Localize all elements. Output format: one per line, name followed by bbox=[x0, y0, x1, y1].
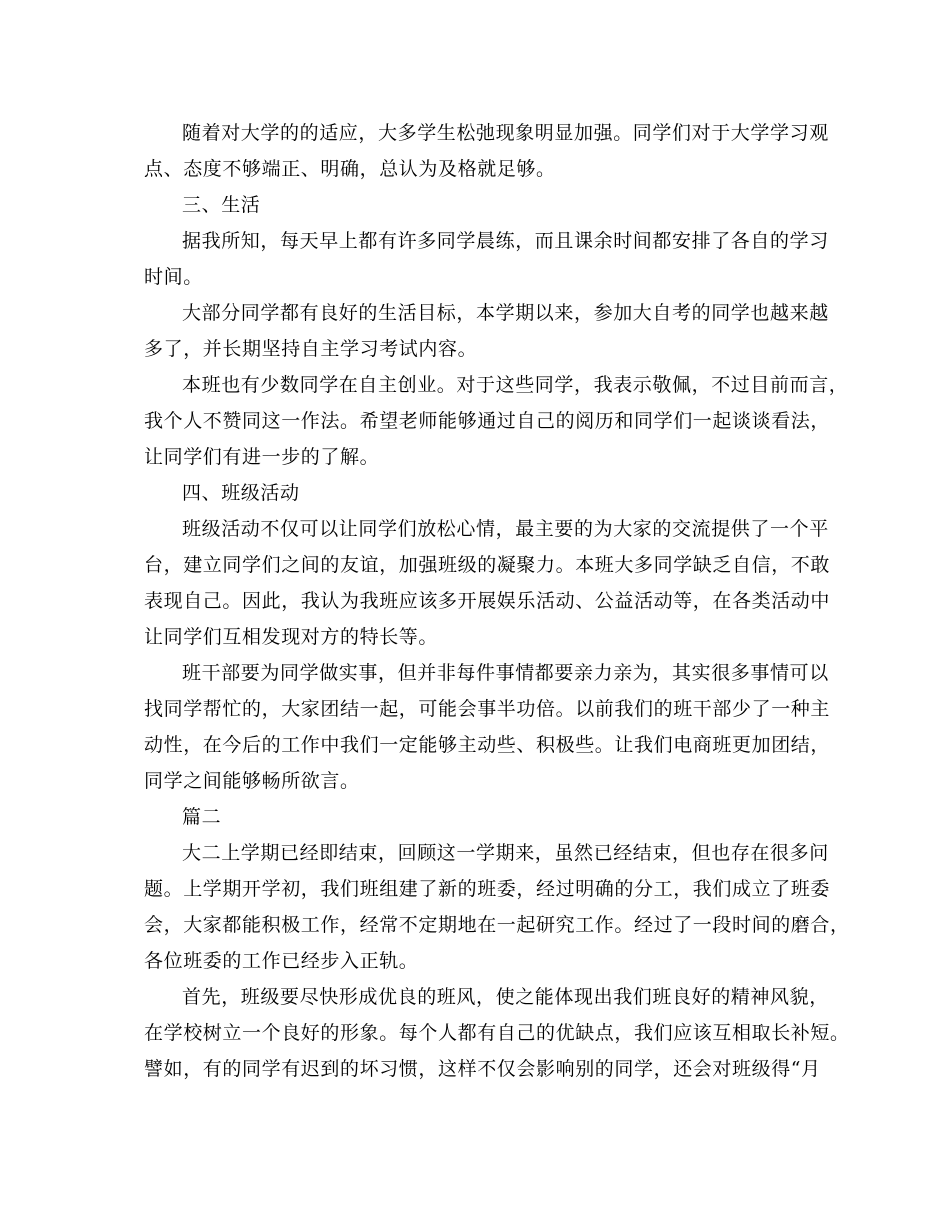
body-text-line: 让同学们互相发现对方的特长等。 bbox=[144, 626, 439, 648]
body-text-line: 动性，在今后的工作中我们一定能够主动些、积极些。让我们电商班更加团结， bbox=[144, 734, 831, 756]
body-text-line: 时间。 bbox=[144, 266, 203, 288]
body-text-line: 台，建立同学们之间的友谊，加强班级的凝聚力。本班大多同学缺乏自信，不敢 bbox=[144, 554, 831, 576]
body-text-line: 点、态度不够端正、明确，总认为及格就足够。 bbox=[144, 158, 556, 180]
body-text-line: 随着对大学的的适应，大多学生松弛现象明显加强。同学们对于大学学习观 bbox=[182, 122, 829, 144]
body-text-line: 据我所知，每天早上都有许多同学晨练，而且课余时间都安排了各自的学习 bbox=[182, 230, 829, 252]
body-text-line: 同学之间能够畅所欲言。 bbox=[144, 770, 360, 792]
body-text-line: 让同学们有进一步的了解。 bbox=[144, 446, 380, 468]
body-text-line: 题。上学期开学初，我们班组建了新的班委，经过明确的分工，我们成立了班委 bbox=[144, 878, 831, 900]
body-text-line: 在学校树立一个良好的形象。每个人都有自己的优缺点，我们应该互相取长补短。 bbox=[144, 1022, 850, 1044]
body-text-line: 本班也有少数同学在自主创业。对于这些同学，我表示敬佩，不过目前而言， bbox=[182, 374, 849, 396]
section-heading: 篇二 bbox=[182, 806, 222, 828]
section-heading: 三、生活 bbox=[182, 194, 261, 216]
body-text-line: 班干部要为同学做实事，但并非每件事情都要亲力亲为，其实很多事情可以 bbox=[182, 662, 829, 684]
body-text-line: 譬如，有的同学有迟到的坏习惯，这样不仅会影响别的同学，还会对班级得“月 bbox=[144, 1058, 821, 1080]
body-text-line: 大部分同学都有良好的生活目标，本学期以来，参加大自考的同学也越来越 bbox=[182, 302, 829, 324]
body-text-line: 会，大家都能积极工作，经常不定期地在一起研究工作。经过了一段时间的磨合， bbox=[144, 914, 850, 936]
body-text-line: 班级活动不仅可以让同学们放松心情，最主要的为大家的交流提供了一个平 bbox=[182, 518, 829, 540]
body-text-line: 首先，班级要尽快形成优良的班风，使之能体现出我们班良好的精神风貌， bbox=[182, 986, 829, 1008]
body-text-line: 多了，并长期坚持自主学习考试内容。 bbox=[144, 338, 478, 360]
section-heading: 四、班级活动 bbox=[182, 482, 300, 504]
body-text-line: 表现自己。因此，我认为我班应该多开展娱乐活动、公益活动等，在各类活动中 bbox=[144, 590, 831, 612]
body-text-line: 我个人不赞同这一作法。希望老师能够通过自己的阅历和同学们一起谈谈看法， bbox=[144, 410, 831, 432]
body-text-line: 找同学帮忙的，大家团结一起，可能会事半功倍。以前我们的班干部少了一种主 bbox=[144, 698, 831, 720]
body-text-line: 大二上学期已经即结束，回顾这一学期来，虽然已经结束，但也存在很多问 bbox=[182, 842, 829, 864]
body-text-line: 各位班委的工作已经步入正轨。 bbox=[144, 950, 419, 972]
